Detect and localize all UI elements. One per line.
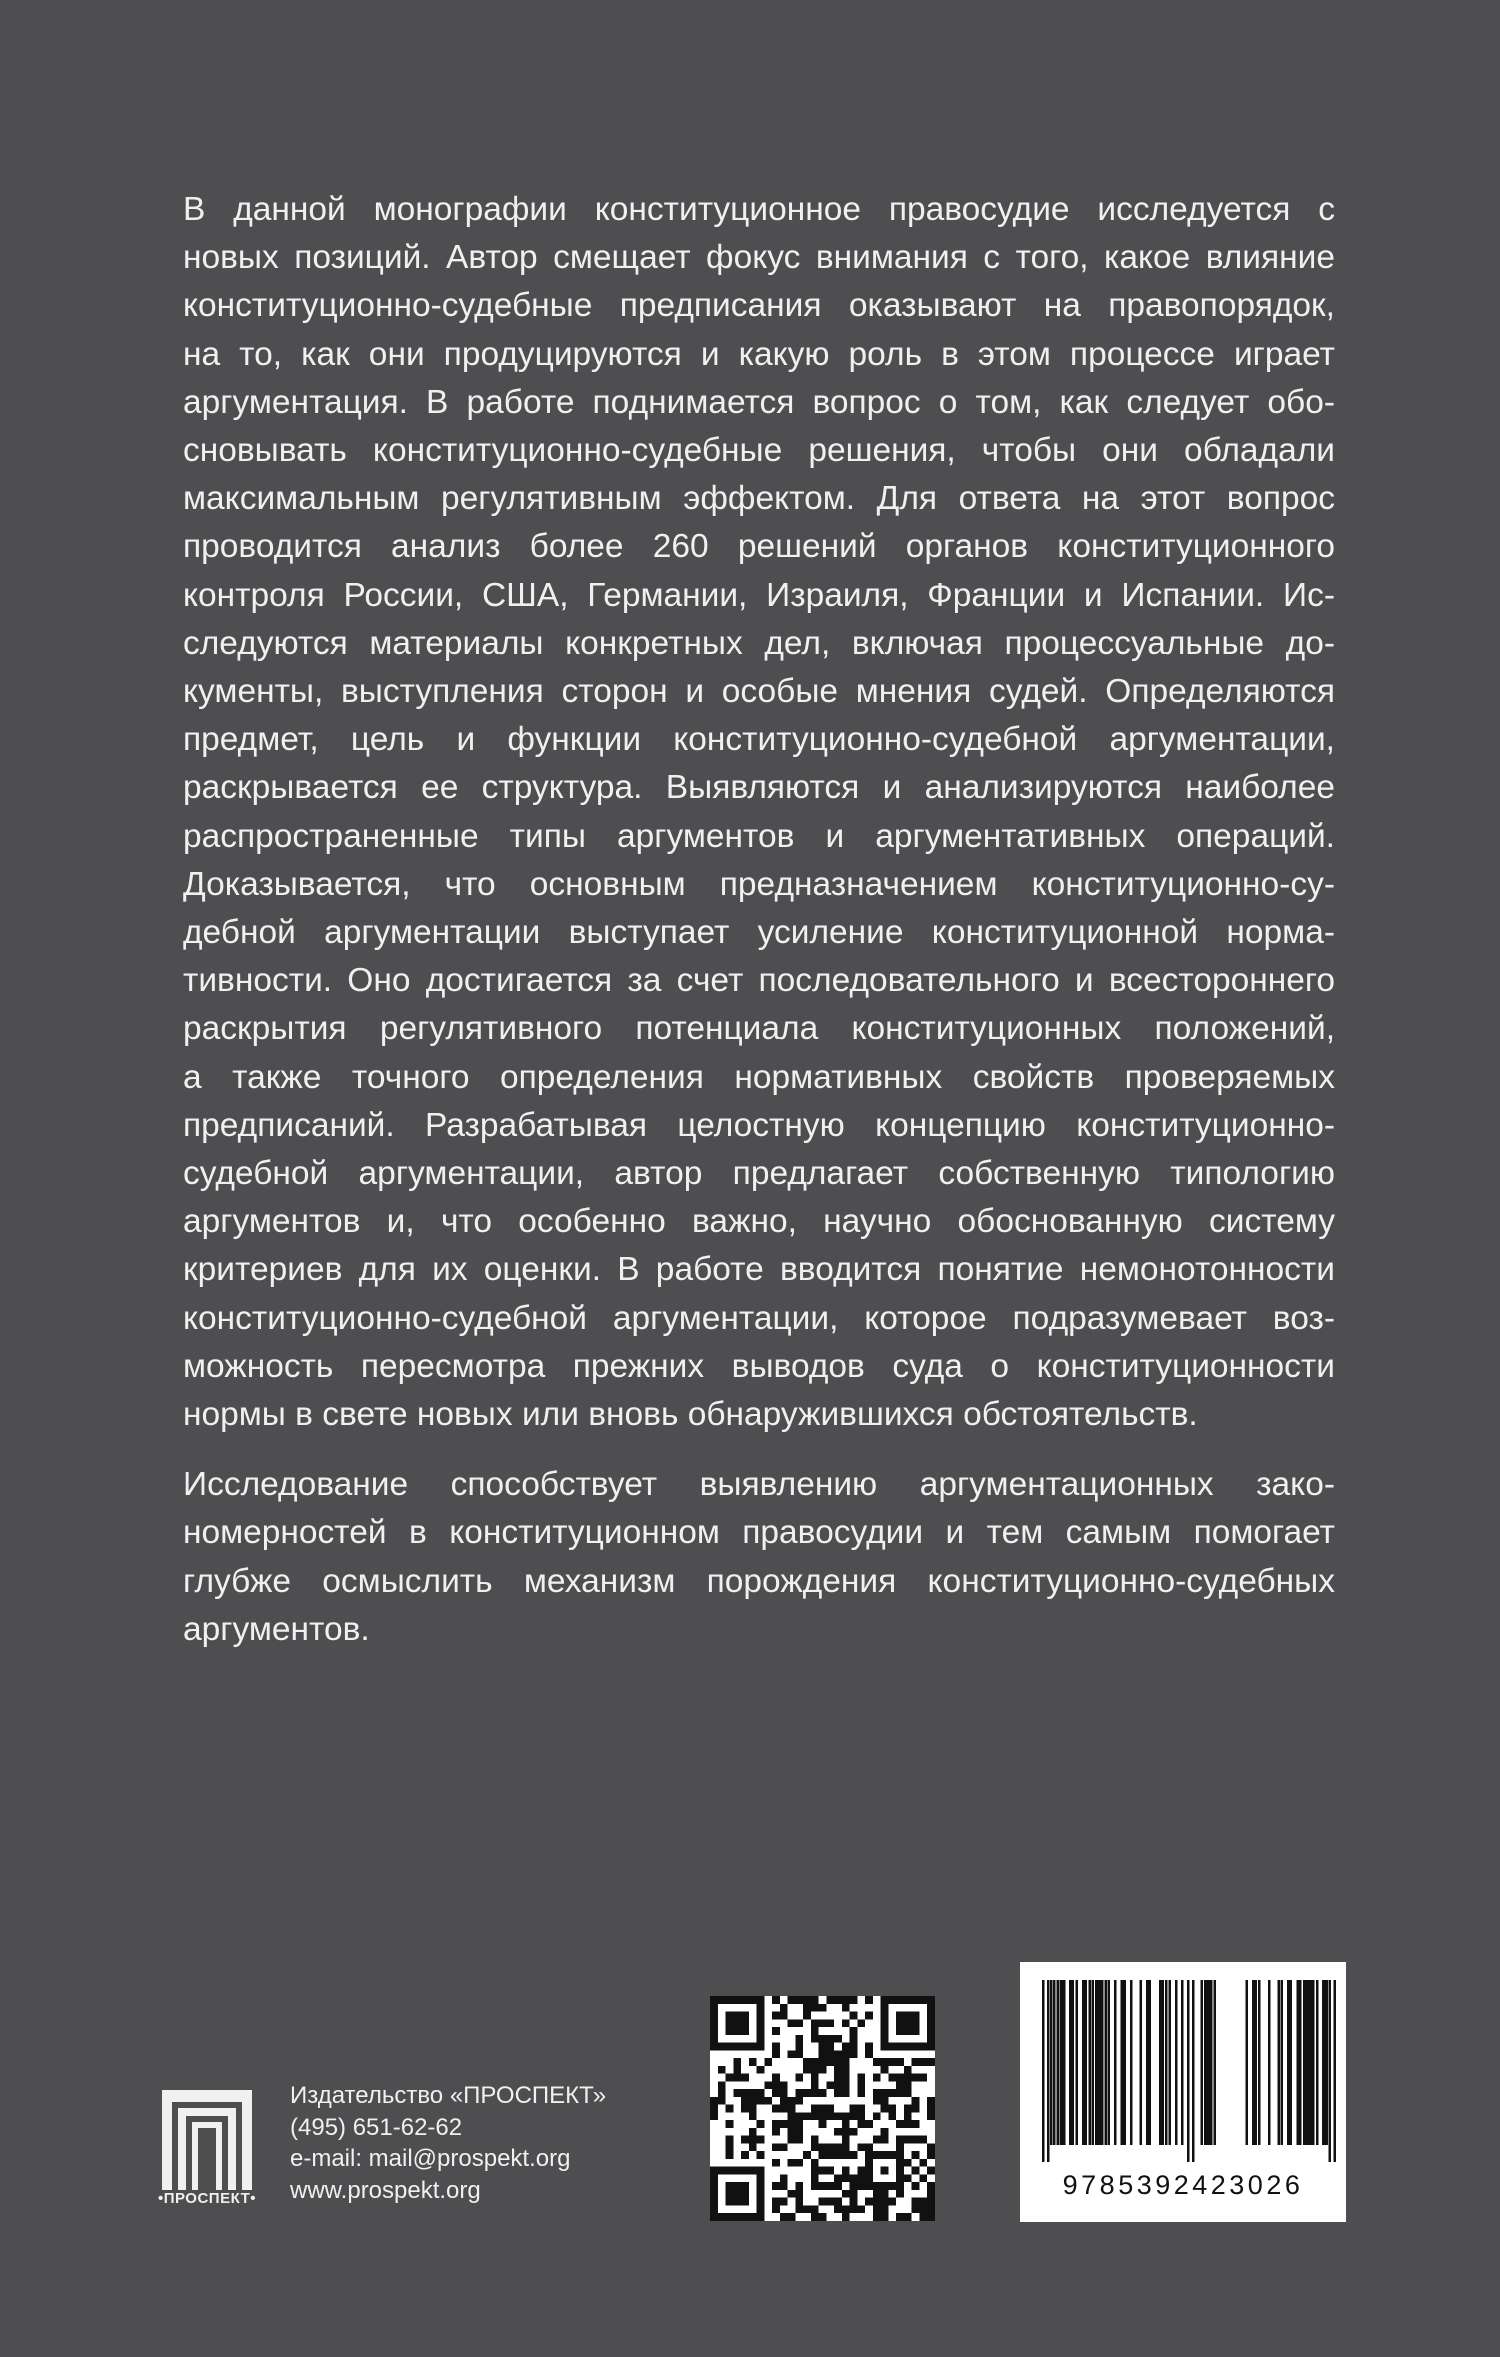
publisher-website: www.prospekt.org [290,2176,481,2204]
isbn-digits: 9785392423026 [1062,2170,1304,2200]
blurb-line: нормы в свете новых или вновь обнаружившихся обстоятельств. [183,1396,1198,1434]
blurb-line: конституционно-судебные предписания оказывают на правопорядок, [183,287,1335,325]
blurb-line: проводится анализ более 260 решений органов конституционного [183,528,1335,566]
blurb-line: кументы, выступления сторон и особые мнения судей. Определяются [183,673,1335,711]
blurb-line: предписаний. Разрабатывая целостную концепцию конституционно- [183,1106,1335,1144]
blurb-line: номерностей в конституционном правосудии и тем самым помогает [183,1514,1335,1552]
blurb-line: распространенные типы аргументов и аргументативных операций. [183,817,1335,855]
blurb-line: аргументация. В работе поднимается вопрос о том, как следует обо- [183,383,1335,421]
blurb-line: В данной монографии конституционное правосудие исследуется с [183,191,1335,228]
blurb-line: сновывать конституционно-судебные решения, чтобы они обладали [183,432,1335,470]
blurb-line: предмет, цель и функции конституционно-судебной аргументации, [183,721,1335,759]
qr-code [710,1996,935,2221]
blurb-line: максимальным регулятивным эффектом. Для ответа на этот вопрос [183,480,1335,518]
blurb-line: раскрытия регулятивного потенциала конституционных положений, [183,1010,1335,1048]
blurb-line: судебной аргументации, автор предлагает собственную типологию [183,1155,1335,1193]
blurb-line: контроля России, США, Германии, Израиля, Франции и Испании. Ис- [183,576,1335,614]
blurb-paragraph-1 [183,186,1335,1439]
publisher-name: Издательство «ПРОСПЕКТ» [290,2082,607,2109]
blurb-line: раскрывается ее структура. Выявляются и анализируются наиболее [183,769,1335,807]
blurb-line: новых позиций. Автор смещает фокус внимания с того, какое влияние [183,239,1335,277]
blurb-line: аргументов и, что особенно важно, научно обоснованную систему [183,1203,1335,1241]
publisher-email: e-mail: mail@prospekt.org [290,2145,571,2172]
blurb-line: тивности. Оно достигается за счет последовательного и всестороннего [183,962,1335,1000]
blurb-paragraph-2 [183,1461,1335,1654]
publisher-info [290,2080,606,2206]
barcode-bars [1020,1962,1346,2167]
blurb-line: Исследование способствует выявлению аргументационных зако- [183,1466,1335,1504]
blurb-line: на то, как они продуцируются и какую роль в этом процессе играет [183,335,1335,373]
blurb-line: можность пересмотра прежних выводов суда о конституционности [183,1347,1335,1385]
blurb-line: глубже осмыслить механизм порождения конституционно-судебных [183,1562,1335,1600]
blurb-line: критериев для их оценки. В работе вводится понятие немонотонности [183,1251,1335,1289]
blurb-line: аргументов. [183,1610,370,1648]
blurb-line: а также точного определения нормативных свойств проверяемых [183,1058,1335,1096]
blurb-line: дебной аргументации выступает усиление конституционной норма- [183,914,1335,952]
blurb-line: конституционно-судебной аргументации, которое подразумевает воз- [183,1299,1335,1337]
blurb-line: следуются материалы конкретных дел, включая процессуальные до- [183,624,1335,662]
publisher-phone: (495) 651-62-62 [290,2113,463,2141]
logo-label: •ПРОСПЕКТ• [157,2190,257,2207]
blurb-line: Доказывается, что основным предназначением конституционно-су- [183,865,1335,903]
blurb-text [183,186,1335,1654]
